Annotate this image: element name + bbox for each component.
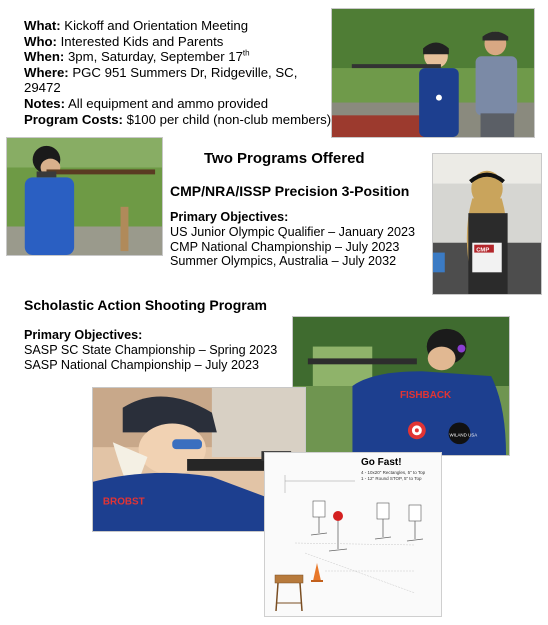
info-who: Who: Interested Kids and Parents [24,33,224,49]
info-what: What: Kickoff and Orientation Meeting [24,18,249,33]
sasp-program-title: Scholastic Action Shooting Program [24,297,267,313]
wiland-jersey-text: WILAND USA [449,432,478,438]
cone-icon [313,563,321,581]
photo-coach-and-shooter [331,8,535,138]
programs-heading: Two Programs Offered [204,150,365,167]
sasp-objectives-label: Primary Objectives: [24,328,143,342]
go-fast-title: Go Fast! [361,457,402,468]
sasp-objective-item: SASP National Championship – July 2023 [24,357,259,372]
cmp-bib-badge: CMP [476,247,490,254]
go-fast-spec-1: 4 - 10x20" Rectangles, 5" to Top [361,470,426,475]
photo-fishback-shooter [292,316,510,456]
cmp-objective-item: CMP National Championship – July 2023 [170,239,400,254]
go-fast-spec-2: 1 - 12" Round STOP, 5" to Top [361,476,422,481]
sasp-objective-item: SASP SC State Championship – Spring 2023 [24,342,278,357]
fishback-jersey-text: FISHBACK [400,389,452,401]
cmp-objective-item: US Junior Olympic Qualifier – January 2023 [170,224,415,239]
brobst-jersey-text: BROBST [102,496,145,508]
target-rectangle [407,505,423,541]
cmp-program-title: CMP/NRA/ISSP Precision 3-Position [170,183,410,199]
photo-boy-shooting [6,137,163,256]
info-costs: Program Costs: $100 per child (non-club members) [24,111,332,127]
photo-girl-precision-shooter [432,153,542,295]
cmp-objectives [170,210,415,269]
info-when: When: 3pm, Saturday, September 17th [24,48,250,65]
target-rectangle [311,501,327,535]
meeting-info [24,18,334,127]
cmp-objectives-label: Primary Objectives: [170,210,289,224]
cmp-objective-item: Summer Olympics, Australia – July 2032 [170,254,397,269]
stop-plate [329,511,347,551]
info-where: Where: PGC 951 Summers Dr, Ridgeville, SC, 29472 [24,64,298,96]
info-notes: Notes: All equipment and ammo provided [24,95,269,111]
go-fast-course-diagram [264,452,442,617]
shooting-table [275,575,303,611]
target-rectangle [375,503,391,539]
sasp-objectives [24,328,277,372]
